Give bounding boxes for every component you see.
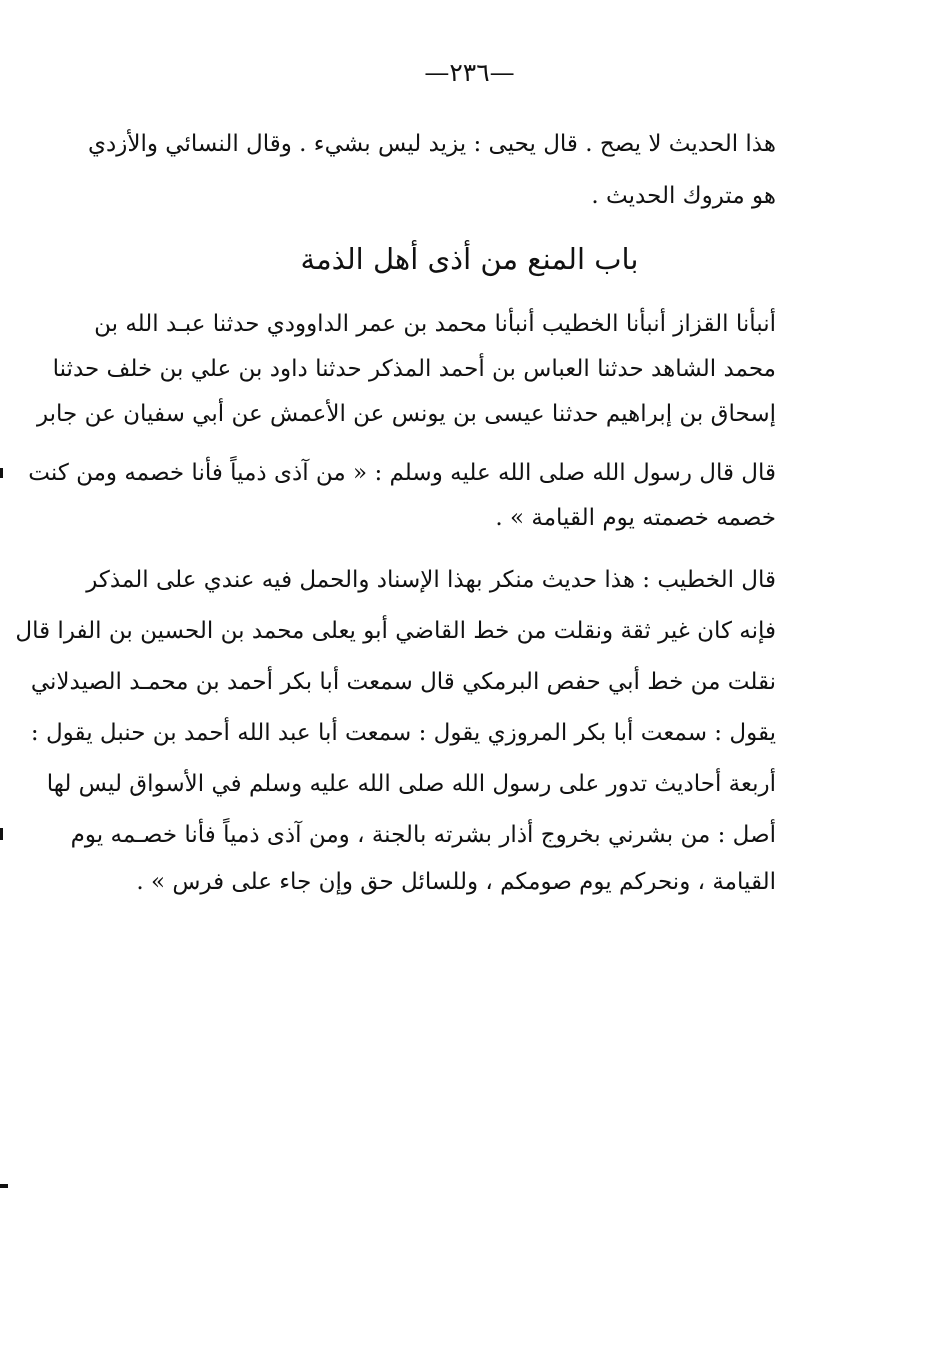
text-line: أنبأنا القزاز أنبأنا الخطيب أنبأنا محمد بن عمر الداوودي حدثنا عبـد الله بن <box>94 311 776 337</box>
text-line: خصمه خصمته يوم القيامة » . <box>495 505 776 531</box>
text-line: قال قال رسول الله صلى الله عليه وسلم : « من آذى ذمياً فأنا خصمه ومن كنت <box>28 460 776 486</box>
text-line: إسحاق بن إبراهيم حدثنا عيسى بن يونس عن الأعمش عن أبي سفيان عن جابر <box>36 401 776 427</box>
scan-edge-mark <box>0 828 3 840</box>
scan-edge-mark <box>0 468 3 478</box>
text-line: محمد الشاهد حدثنا العباس بن أحمد المذكر حدثنا داود بن علي بن خلف حدثنا <box>52 356 776 382</box>
text-line: هذا الحديث لا يصح . قال يحيى : يزيد ليس بشيء . وقال النسائي والأزدي <box>88 131 776 157</box>
page-number: —٢٣٦— <box>424 58 515 87</box>
section-heading: باب المنع من أذى أهل الذمة <box>300 242 639 276</box>
text-line: نقلت من خط أبي حفص البرمكي قال سمعت أبا بكر أحمد بن محمـد الصيدلاني <box>30 669 776 695</box>
text-line: القيامة ، ونحركم يوم صومكم ، وللسائل حق وإن جاء على فرس » . <box>136 869 776 895</box>
text-line: يقول : سمعت أبا بكر المروزي يقول : سمعت أبا عبد الله أحمد بن حنبل يقول : <box>30 720 776 746</box>
text-line: فإنه كان غير ثقة ونقلت من خط القاضي أبو يعلى محمد بن الحسين بن الفرا قال <box>15 618 776 644</box>
scan-edge-mark <box>0 1184 8 1188</box>
text-line: أصل : من بشرني بخروج أذار بشرته بالجنة ، ومن آذى ذمياً فأنا خصـمه يوم <box>70 822 776 848</box>
text-line: أربعة أحاديث تدور على رسول الله صلى الله عليه وسلم في الأسواق ليس لها <box>46 771 776 797</box>
text-line: قال الخطيب : هذا حديث منكر بهذا الإسناد والحمل فيه عندي على المذكر <box>86 567 776 593</box>
text-line: هو متروك الحديث . <box>591 183 776 209</box>
